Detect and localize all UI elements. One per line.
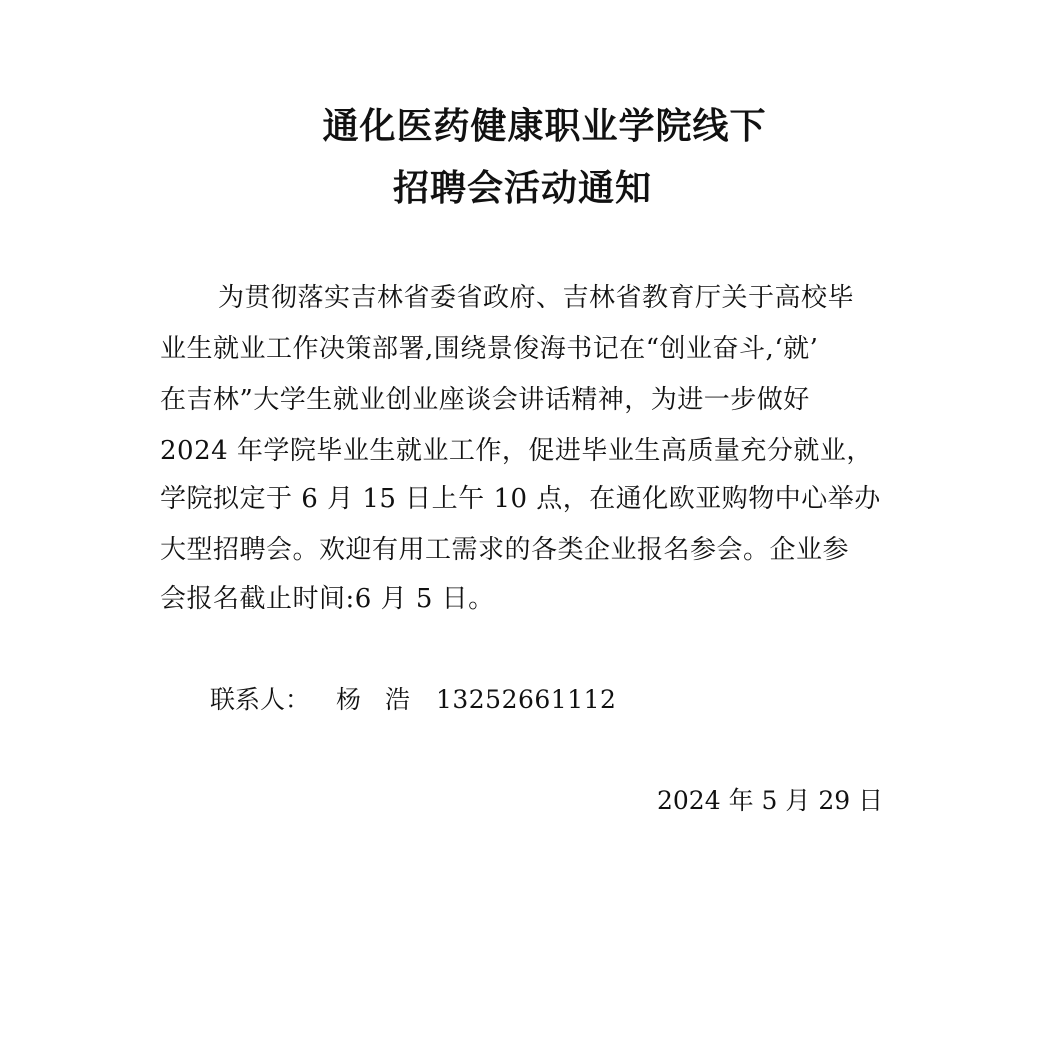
contact-name: 杨 浩 [336,685,418,714]
body-paragraph-line-7: 会报名截止时间:6 月 5 日。 [160,584,495,614]
body-paragraph-line-1: 为贯彻落实吉林省委省政府、吉林省教育厅关于高校毕 [218,283,855,313]
document-date: 2024 年 5 月 29 日 [657,786,884,815]
body-paragraph-line-2: 业生就业工作决策部署,围绕景俊海书记在“创业奋斗,‘就’ [160,334,819,364]
body-paragraph-line-5: 学院拟定于 6 月 15 日上午 10 点，在通化欧亚购物中心举办 [160,484,881,514]
body-paragraph-line-6: 大型招聘会。欢迎有用工需求的各类企业报名参会。企业参 [160,535,850,565]
contact-line [210,685,616,715]
contact-label: 联系人： [210,685,311,714]
body-paragraph-line-3: 在吉林”大学生就业创业座谈会讲话精神，为进一步做好 [160,385,810,415]
document-title-line-2: 招聘会活动通知 [392,167,652,209]
contact-phone: 13252661112 [435,685,617,714]
body-paragraph-line-4: 2024 年学院毕业生就业工作，促进毕业生高质量充分就业， [160,436,873,466]
document-title-line-1: 通化医药健康职业学院线下 [322,105,767,147]
